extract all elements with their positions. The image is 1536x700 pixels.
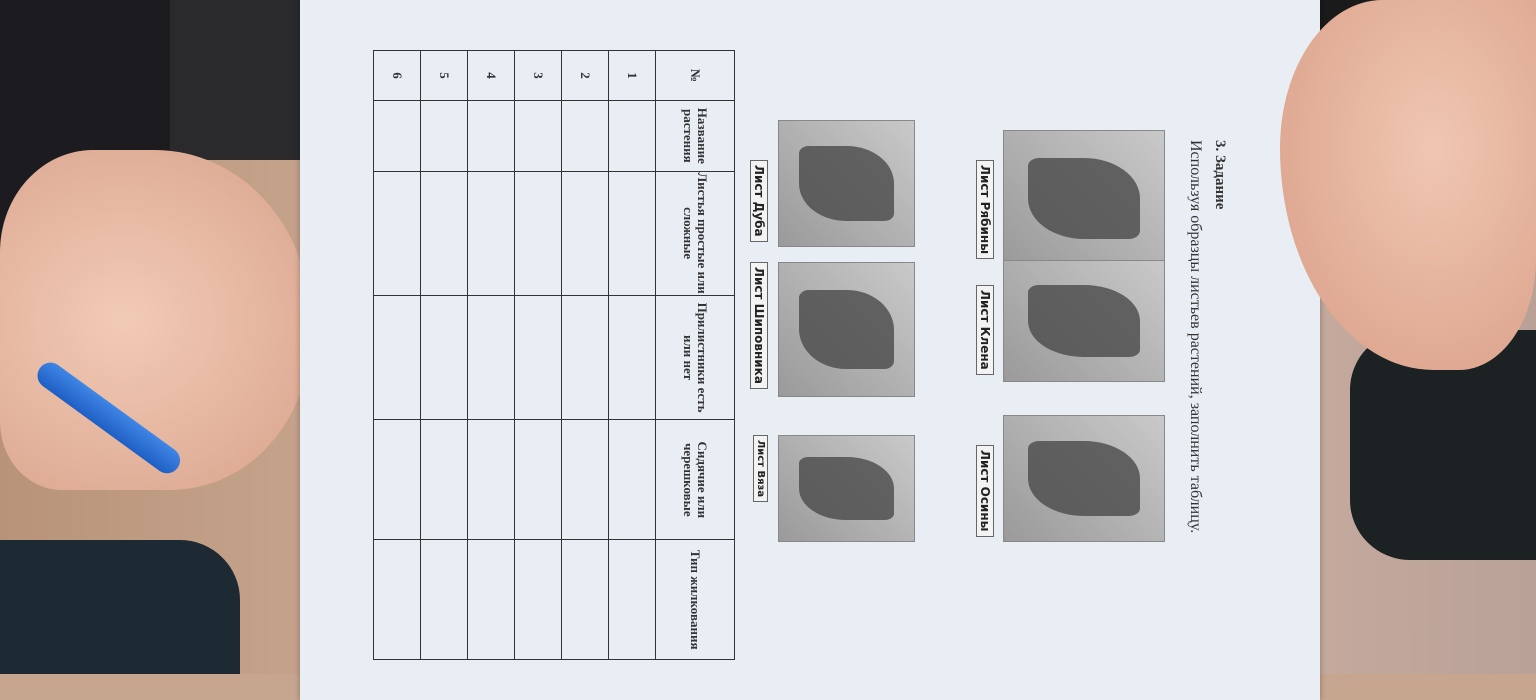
task-instruction: Используя образцы листьев растений, заполнить таблицу. [1187, 140, 1204, 534]
table-row [562, 51, 609, 660]
maple-leaf-image [1003, 260, 1165, 382]
row-number: 3 [515, 51, 562, 101]
cell[interactable] [374, 295, 421, 420]
table-row [515, 51, 562, 660]
leaf-label: Лист Осины [976, 445, 994, 537]
table-row [609, 51, 656, 660]
cell[interactable] [421, 540, 468, 660]
header-stipules: Прилистники есть или нет [656, 295, 735, 420]
leaf-label: Лист Шиповника [750, 262, 768, 389]
row-number: 6 [374, 51, 421, 101]
cell[interactable] [562, 101, 609, 172]
header-plant-name: Название растения [656, 101, 735, 172]
cell[interactable] [468, 101, 515, 172]
cell[interactable] [468, 540, 515, 660]
cell[interactable] [515, 171, 562, 295]
table-row [374, 51, 421, 660]
cell[interactable] [421, 101, 468, 172]
cell[interactable] [609, 540, 656, 660]
cell[interactable] [562, 420, 609, 540]
cell[interactable] [421, 295, 468, 420]
row-number: 5 [421, 51, 468, 101]
cell[interactable] [562, 171, 609, 295]
cell[interactable] [421, 420, 468, 540]
header-petiole: Сидячие или черешковые [656, 420, 735, 540]
oak-leaf-image [778, 120, 915, 247]
cell[interactable] [609, 420, 656, 540]
cell[interactable] [562, 540, 609, 660]
rosehip-leaf-image [778, 262, 915, 397]
cell[interactable] [374, 101, 421, 172]
worksheet-paper [300, 0, 1320, 700]
table-row [421, 51, 468, 660]
cell[interactable] [609, 101, 656, 172]
row-number: 1 [609, 51, 656, 101]
row-number: 4 [468, 51, 515, 101]
cell[interactable] [515, 295, 562, 420]
header-venation: Тип жилкования [656, 540, 735, 660]
leaf-table [373, 50, 735, 660]
cell[interactable] [468, 420, 515, 540]
cell[interactable] [515, 540, 562, 660]
cell[interactable] [515, 420, 562, 540]
cell[interactable] [468, 171, 515, 295]
table-header-row [656, 51, 735, 660]
rowan-leaf-image [1003, 130, 1165, 267]
leaf-label: Лист Клена [976, 285, 994, 375]
header-leaf-type: Листья простые или сложные [656, 171, 735, 295]
task-title: 3. Задание [1212, 140, 1228, 210]
row-number: 2 [562, 51, 609, 101]
leaf-label: Лист Дуба [750, 160, 768, 242]
cell[interactable] [562, 295, 609, 420]
leaf-label: Лист Вяза [753, 435, 768, 502]
clothing [0, 540, 240, 674]
cell[interactable] [609, 171, 656, 295]
aspen-leaf-image [1003, 415, 1165, 542]
leaf-label: Лист Рябины [976, 160, 994, 259]
cell[interactable] [515, 101, 562, 172]
header-number: № [656, 51, 735, 101]
cell[interactable] [374, 420, 421, 540]
cell[interactable] [468, 295, 515, 420]
cell[interactable] [374, 540, 421, 660]
cell[interactable] [421, 171, 468, 295]
cell[interactable] [374, 171, 421, 295]
table-row [468, 51, 515, 660]
cell[interactable] [609, 295, 656, 420]
elm-leaf-image [778, 435, 915, 542]
